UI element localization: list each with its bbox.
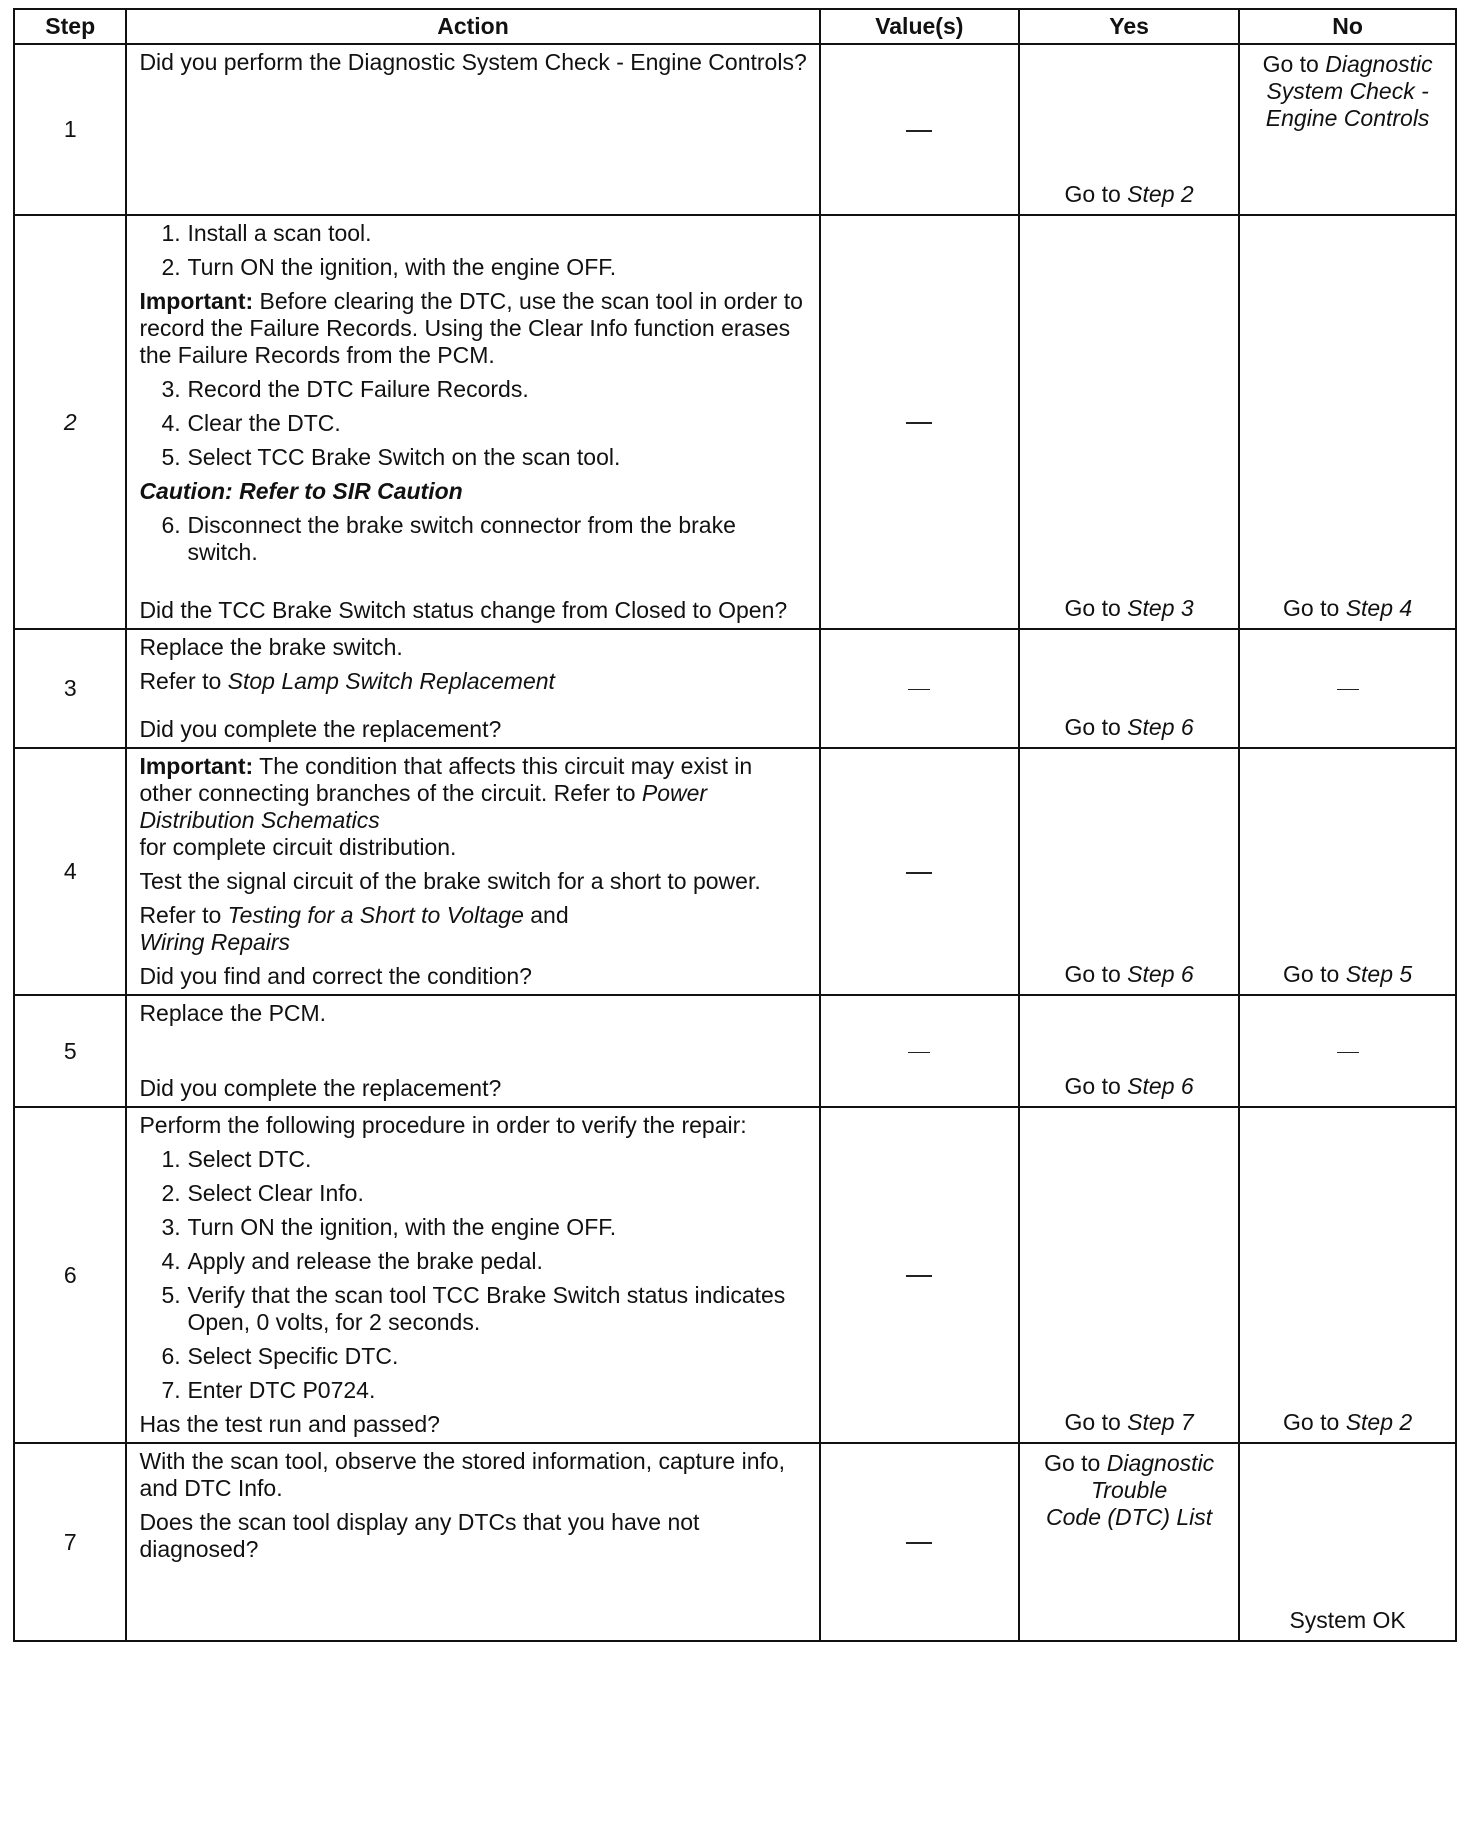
action-cell xyxy=(126,995,819,1107)
header-yes: Yes xyxy=(1019,9,1239,44)
no-outcome xyxy=(1240,51,1455,132)
yes-target-link-line3[interactable]: Code (DTC) List xyxy=(1046,1504,1213,1530)
important-note: Important: The condition that affects this circuit may exist in other connecting branches of the circuit. Refer to Power Distribution Schematics for complete circuit distribution. xyxy=(139,753,753,860)
no-target-link[interactable]: Diagnostic xyxy=(1325,51,1433,77)
yes-outcome: Go to Step 7 xyxy=(1064,1409,1194,1435)
yes-cell xyxy=(1019,995,1239,1107)
yes-outcome: Go to Diagnostic Trouble Code (DTC) List xyxy=(1020,1450,1238,1531)
dash-mark xyxy=(908,1052,930,1053)
yes-target-link[interactable]: Diagnostic xyxy=(1106,1450,1215,1476)
diagnostic-table xyxy=(13,8,1457,1642)
table-row xyxy=(14,1443,1456,1641)
step-number: 7 xyxy=(14,1443,126,1641)
reference-line: Refer to Testing for a Short to Voltage and Wiring Repairs xyxy=(139,902,569,955)
table-row xyxy=(14,44,1456,215)
table-row xyxy=(14,629,1456,748)
value-cell xyxy=(820,1107,1019,1443)
action-cell xyxy=(126,1107,819,1443)
reference-link[interactable]: Power Distribution Schematics xyxy=(139,780,708,833)
reference-line: Refer to Stop Lamp Switch Replacement xyxy=(139,668,555,694)
yes-outcome: Go to Step 3 xyxy=(1064,595,1194,621)
list-item: 6. Disconnect the brake switch connector from the brake switch. xyxy=(161,512,736,565)
no-target-link-line3[interactable]: Engine Controls xyxy=(1265,105,1430,131)
action-question: Did you find and correct the condition? xyxy=(139,963,532,989)
action-text: Replace the brake switch. xyxy=(139,634,403,660)
action-question: Did you perform the Diagnostic System Check - Engine Controls? xyxy=(139,49,807,75)
action-cell xyxy=(126,629,819,748)
no-target-link[interactable]: Step 4 xyxy=(1345,595,1413,621)
yes-target-link-line2[interactable]: Trouble xyxy=(1090,1477,1168,1503)
action-text: Perform the following procedure in order to verify the repair: xyxy=(139,1112,747,1138)
action-cell xyxy=(126,748,819,995)
action-text: Test the signal circuit of the brake switch for a short to power. xyxy=(139,868,761,894)
value-cell xyxy=(820,215,1019,629)
dash-mark xyxy=(1337,1052,1359,1053)
dash-mark xyxy=(908,689,930,690)
go-to-label: Go to xyxy=(1262,51,1319,77)
list-item: 2. Select Clear Info. xyxy=(161,1180,364,1206)
value-cell xyxy=(820,1443,1019,1641)
yes-cell xyxy=(1019,215,1239,629)
go-to-label: Go to xyxy=(1064,181,1121,207)
no-target-link[interactable]: Step 2 xyxy=(1345,1409,1413,1435)
action-question: Does the scan tool display any DTCs that you have not diagnosed? xyxy=(139,1509,700,1562)
no-target-link[interactable]: Step 5 xyxy=(1345,961,1413,987)
no-cell xyxy=(1239,44,1456,215)
table-row xyxy=(14,215,1456,629)
value-cell xyxy=(820,44,1019,215)
list-item: 4. Apply and release the brake pedal. xyxy=(161,1248,543,1274)
action-cell xyxy=(126,1443,819,1641)
list-item: 1. Select DTC. xyxy=(161,1146,312,1172)
dash-mark xyxy=(906,422,932,424)
step-number: 4 xyxy=(14,748,126,995)
no-outcome: Go to Step 5 xyxy=(1283,961,1413,987)
no-outcome: System OK xyxy=(1289,1607,1406,1633)
step-number: 5 xyxy=(14,995,126,1107)
list-item: 6. Select Specific DTC. xyxy=(161,1343,399,1369)
yes-outcome xyxy=(1020,181,1238,208)
list-item: 7. Enter DTC P0724. xyxy=(161,1377,376,1403)
header-values: Value(s) xyxy=(820,9,1019,44)
value-cell xyxy=(820,748,1019,995)
dash-mark xyxy=(906,130,932,132)
yes-outcome: Go to Step 6 xyxy=(1064,961,1194,987)
action-cell xyxy=(126,215,819,629)
yes-target-link[interactable]: Step 2 xyxy=(1127,181,1194,207)
action-question: Did you complete the replacement? xyxy=(139,1075,502,1101)
step-number: 2 xyxy=(14,215,126,629)
list-item: 5. Verify that the scan tool TCC Brake Switch status indicates Open, 0 volts, for 2 seconds. xyxy=(161,1282,786,1335)
no-cell xyxy=(1239,748,1456,995)
yes-cell xyxy=(1019,629,1239,748)
value-cell xyxy=(820,995,1019,1107)
list-item: 4. Clear the DTC. xyxy=(161,410,341,436)
reference-link[interactable]: Wiring Repairs xyxy=(139,929,291,955)
no-cell xyxy=(1239,215,1456,629)
no-target-link-line2[interactable]: System Check - xyxy=(1266,78,1429,104)
table-row xyxy=(14,1107,1456,1443)
dash-mark xyxy=(906,1275,932,1277)
reference-link[interactable]: Stop Lamp Switch Replacement xyxy=(227,668,555,694)
caution-note: Caution: Refer to SIR Caution xyxy=(139,478,463,504)
action-question: Did you complete the replacement? xyxy=(139,716,502,742)
header-step: Step xyxy=(14,9,126,44)
list-item: 5. Select TCC Brake Switch on the scan tool. xyxy=(161,444,621,470)
list-item: 2. Turn ON the ignition, with the engine OFF. xyxy=(161,254,617,280)
step-number: 6 xyxy=(14,1107,126,1443)
yes-cell xyxy=(1019,1107,1239,1443)
table-row xyxy=(14,995,1456,1107)
yes-cell xyxy=(1019,44,1239,215)
list-item: 3. Record the DTC Failure Records. xyxy=(161,376,529,402)
action-question: Has the test run and passed? xyxy=(139,1411,440,1437)
header-no: No xyxy=(1239,9,1456,44)
step-number: 3 xyxy=(14,629,126,748)
dash-mark xyxy=(906,1542,932,1544)
yes-cell xyxy=(1019,748,1239,995)
yes-target-link[interactable]: Step 3 xyxy=(1127,595,1194,621)
no-cell xyxy=(1239,1107,1456,1443)
dash-mark xyxy=(1337,689,1359,690)
yes-target-link[interactable]: Step 6 xyxy=(1127,714,1194,740)
table-row xyxy=(14,748,1456,995)
value-cell xyxy=(820,629,1019,748)
list-item: 3. Turn ON the ignition, with the engine OFF. xyxy=(161,1214,617,1240)
header-action: Action xyxy=(126,9,819,44)
yes-target-link[interactable]: Step 7 xyxy=(1127,1409,1194,1435)
no-cell xyxy=(1239,995,1456,1107)
header-row xyxy=(14,9,1456,44)
no-outcome: Go to Step 2 xyxy=(1283,1409,1413,1435)
no-cell xyxy=(1239,1443,1456,1641)
no-outcome: Go to Step 4 xyxy=(1283,595,1413,621)
step-number: 1 xyxy=(14,44,126,215)
yes-target-link[interactable]: Step 6 xyxy=(1127,1073,1194,1099)
no-cell xyxy=(1239,629,1456,748)
reference-link[interactable]: Testing for a Short to Voltage xyxy=(227,902,524,928)
action-cell xyxy=(126,44,819,215)
important-note: Important: Before clearing the DTC, use the scan tool in order to record the Failure Records. Using the Clear Info function erases the Failure Records from the PCM. xyxy=(139,288,803,368)
yes-outcome: Go to Step 6 xyxy=(1064,1073,1194,1099)
action-text: Replace the PCM. xyxy=(139,1000,327,1026)
action-text: With the scan tool, observe the stored information, capture info, and DTC Info. xyxy=(139,1448,786,1501)
list-item: 1. Install a scan tool. xyxy=(161,220,372,246)
yes-target-link[interactable]: Step 6 xyxy=(1127,961,1194,987)
action-question: Did the TCC Brake Switch status change from Closed to Open? xyxy=(139,597,788,623)
dash-mark xyxy=(906,872,932,874)
yes-outcome: Go to Step 6 xyxy=(1064,714,1194,740)
yes-cell xyxy=(1019,1443,1239,1641)
